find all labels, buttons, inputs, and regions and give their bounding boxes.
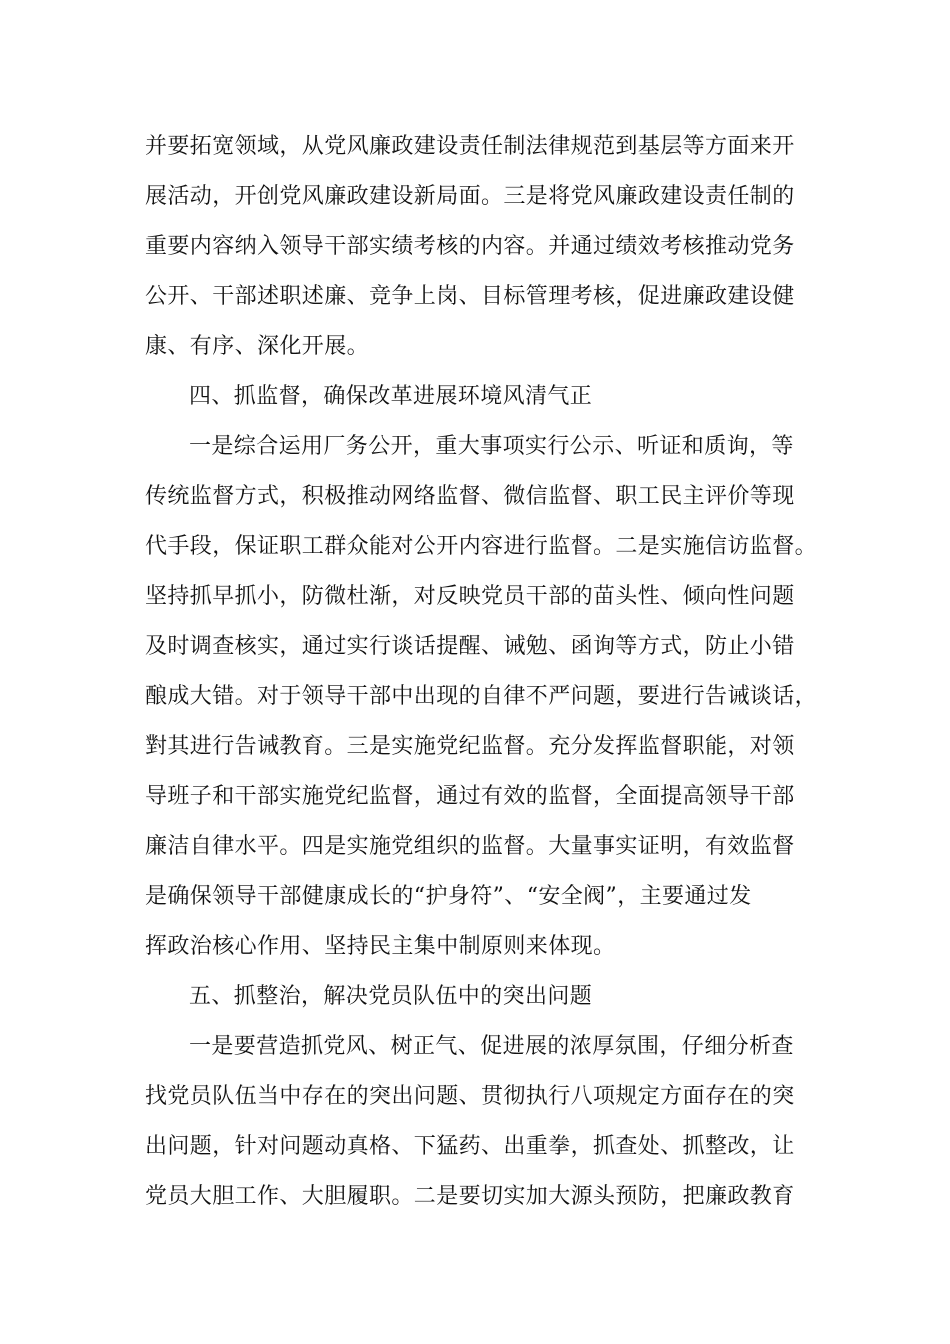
body-text-line: 导班子和干部实施党纪监督，通过有效的监督，全面提高领导干部 (145, 784, 795, 809)
section-heading: 五、抓整治，解决党员队伍中的突出问题 (189, 984, 593, 1009)
body-text-line: 公开、干部述职述廉、竞争上岗、目标管理考核，促进廉政建设健 (145, 284, 795, 309)
body-text-line: 重要内容纳入领导干部实绩考核的内容。并通过绩效考核推动党务 (145, 234, 795, 259)
body-text-line: 一是综合运用厂务公开，重大事项实行公示、听证和质询，等 (189, 434, 794, 459)
body-text-line: 代手段，保证职工群众能对公开内容进行监督。二是实施信访监督。 (145, 534, 818, 559)
body-text-line: 挥政治核心作用、坚持民主集中制原则来体现。 (145, 934, 616, 959)
body-text-line: 一是要营造抓党风、树正气、促进展的浓厚氛围，仔细分析查 (189, 1034, 794, 1059)
body-text-line: 传统监督方式，积极推动网络监督、微信监督、职工民主评价等现 (145, 484, 795, 509)
body-text-line: 并要拓宽领域，从党风廉政建设责任制法律规范到基层等方面来开 (145, 134, 795, 159)
body-text-line: 出问题，针对问题动真格、下猛药、出重拳，抓查处、抓整改，让 (145, 1134, 795, 1159)
body-text-line: 廉洁自律水平。四是实施党组织的监督。大量事实证明，有效监督 (145, 834, 795, 859)
body-text-line: 康、有序、深化开展。 (145, 334, 370, 359)
body-text-line: 坚持抓早抓小，防微杜渐，对反映党员干部的苗头性、倾向性问题 (145, 584, 795, 609)
body-text-line: 對其进行告诫教育。三是实施党纪监督。充分发挥监督职能，对领 (145, 734, 795, 759)
body-text-line: 酿成大错。对于领导干部中出现的自律不严问题，要进行告诫谈话， (145, 684, 818, 709)
body-text-line: 是确保领导干部健康成长的“护身符”、“安全阀”，主要通过发 (145, 884, 752, 909)
section-heading: 四、抓监督，确保改革进展环境风清气正 (189, 384, 593, 409)
body-text-line: 找党员队伍当中存在的突出问题、贯彻执行八项规定方面存在的突 (145, 1084, 795, 1109)
body-text-line: 党员大胆工作、大胆履职。二是要切实加大源头预防，把廉政教育 (145, 1184, 795, 1209)
body-text-line: 展活动，开创党风廉政建设新局面。三是将党风廉政建设责任制的 (145, 184, 795, 209)
body-text-line: 及时调查核实，通过实行谈话提醒、诫勉、函询等方式，防止小错 (145, 634, 795, 659)
